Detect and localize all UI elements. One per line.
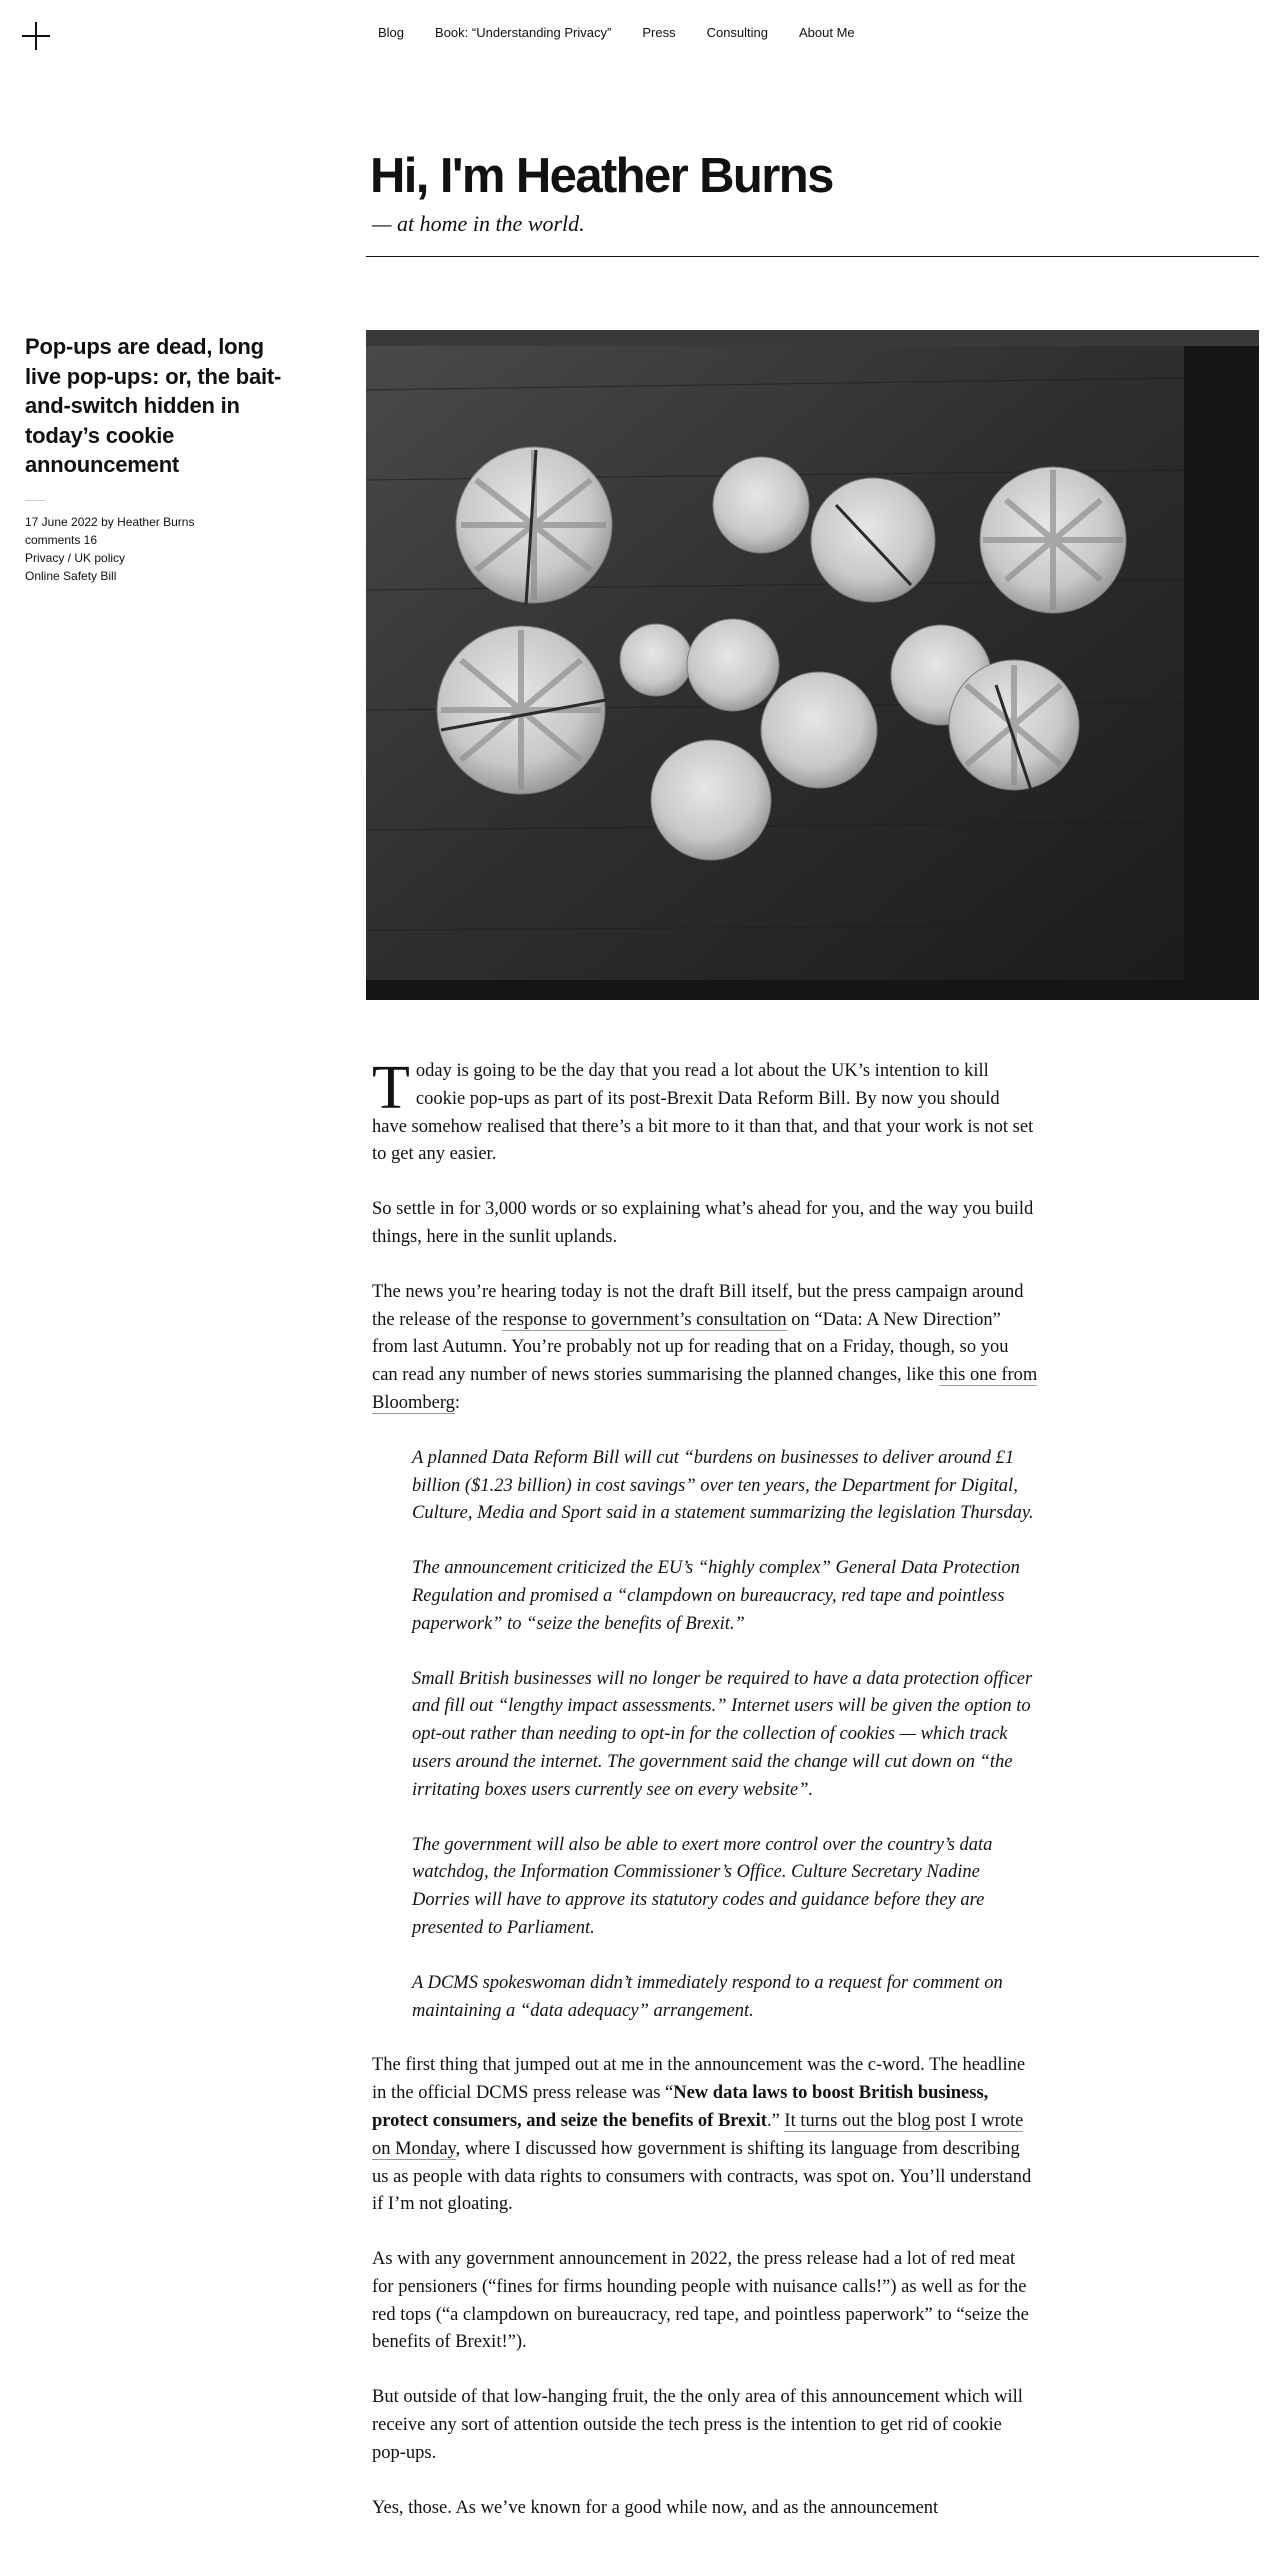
site-title[interactable]: Hi, I'm Heather Burns (370, 149, 833, 203)
quote-paragraph: The government will also be able to exert more control over the country’s data watchdog, the Information Commissioner’s Office. Culture Secretary Nadine Dorries will have to approve its statutory codes and guidance before they are presented to Parliament. (412, 1834, 993, 1938)
nav-item-consulting[interactable]: Consulting (706, 25, 769, 40)
quote-paragraph: A DCMS spokeswoman didn’t immediately respond to a request for comment on maintaining a “data adequacy” arrangement. (412, 1972, 1003, 2021)
paragraph-intro-text: oday is going to be the day that you read a lot about the UK’s intention to kill cookie pop-ups as part of its post-Brexit Data Reform Bill. By now you should have somehow realised that there’s a bit more to it than that, and that your work is not set to get any easier. (372, 1061, 1034, 1165)
post-category-link[interactable]: Privacy / UK policy (25, 550, 126, 565)
nav-item-blog[interactable]: Blog (378, 25, 405, 40)
consultation-response-link[interactable]: response to government’s consultation (502, 1309, 787, 1330)
header-divider (366, 256, 1259, 257)
monday-blog-post-link[interactable]: It turns out the blog post I wrote on Monday (372, 2110, 1024, 2159)
hero-image (366, 330, 1259, 1000)
paragraph-news (372, 1279, 1038, 1418)
quote-paragraph: A planned Data Reform Bill will cut “burdens on businesses to deliver around £1 billion ($1.23 billion) in cost savings” over ten years, the Department for Digital, Culture, Media and Sport said in a statement summarizing the legislation Thursday. (412, 1447, 1034, 1524)
paragraph-news-text-c: : (454, 1392, 461, 1413)
paragraph-c-word-text-a: The first thing that jumped out at me in the announcement was the c-word. The headline in the official DCMS press release was “ (372, 2055, 1026, 2104)
post-comments-link[interactable]: comments 16 (25, 532, 98, 547)
quote-paragraph: Small British businesses will no longer be required to have a data protection officer and fill out “lengthy impact assessments.” Internet users will be given the option to opt-out rather than needing to opt-in for the collection of cookies — which track users around the internet. The government said the change will cut down on “the irritating boxes users currently see on every website”. (412, 1668, 1033, 1800)
press-release-headline: New data laws to boost British business, protect consumers, and seize the benefits of Brexit (372, 2083, 989, 2131)
paragraph-c-word-text-b: .” (766, 2110, 785, 2131)
quote-paragraph: The announcement criticized the EU’s “highly complex” General Data Protection Regulation and promised a “clampdown on bureaucracy, red tape and pointless paperwork” to “seize the benefits of Brexit.” (412, 1558, 1020, 1634)
paragraph-low-hanging-fruit: But outside of that low-hanging fruit, the the only area of this announcement which will receive any sort of attention outside the tech press is the intention to get rid of cookie pop-ups. (372, 2387, 1023, 2463)
meta-divider (25, 500, 45, 501)
main-navigation (378, 24, 886, 42)
post-byline[interactable]: 17 June 2022 by Heather Burns (25, 514, 195, 529)
menu-plus-icon[interactable] (22, 22, 50, 50)
paragraph-news-text-b: on “Data: A New Direction” from last Autumn. You’re probably not up for reading that on a Friday, though, so you can read any number of news stories summarising the planned changes, like (372, 1309, 1009, 1386)
paragraph-red-meat: As with any government announcement in 2022, the press release had a lot of red meat for pensioners (“fines for firms hounding people with nuisance calls!”) as well as for the red tops (“a clampdown on bureaucracy, red tape, and pointless paperwork” to “seize the benefits of Brexit!”). (372, 2249, 1029, 2353)
paragraph-c-word-text-c: , where I discussed how government is shifting its language from describing us as people with data rights to consumers with contracts, was spot on. You’ll understand if I’m not gloating. (372, 2138, 1032, 2215)
post-title[interactable]: Pop-ups are dead, long live pop-ups: or, the bait-and-switch hidden in today’s cookie announcement (25, 334, 282, 477)
nav-item-about-me[interactable]: About Me (799, 25, 855, 40)
bloomberg-link[interactable]: this one from Bloomberg (372, 1365, 1038, 1413)
post-tag-link[interactable]: Online Safety Bill (25, 568, 117, 583)
post-meta-sidebar (25, 332, 295, 585)
bloomberg-quote (412, 1445, 1038, 2026)
nav-item-press[interactable]: Press (642, 25, 676, 40)
paragraph-intro (372, 1054, 1038, 1169)
paragraph-yes-those: Yes, those. As we’ve known for a good while now, and as the announcement (372, 2497, 939, 2518)
paragraph-news-text-a: The news you’re hearing today is not the draft Bill itself, but the press campaign around the release of the (372, 1281, 1024, 1330)
paragraph-c-word (372, 2052, 1038, 2219)
site-tagline: — at home in the world. (372, 211, 585, 236)
nav-item-book[interactable]: Book: “Understanding Privacy” (435, 25, 612, 40)
paragraph-settle-in: So settle in for 3,000 words or so explaining what’s ahead for you, and the way you build things, here in the sunlit uplands. (372, 1199, 1034, 1247)
drop-cap: T (372, 1054, 410, 1122)
post-content (372, 1054, 1038, 2549)
